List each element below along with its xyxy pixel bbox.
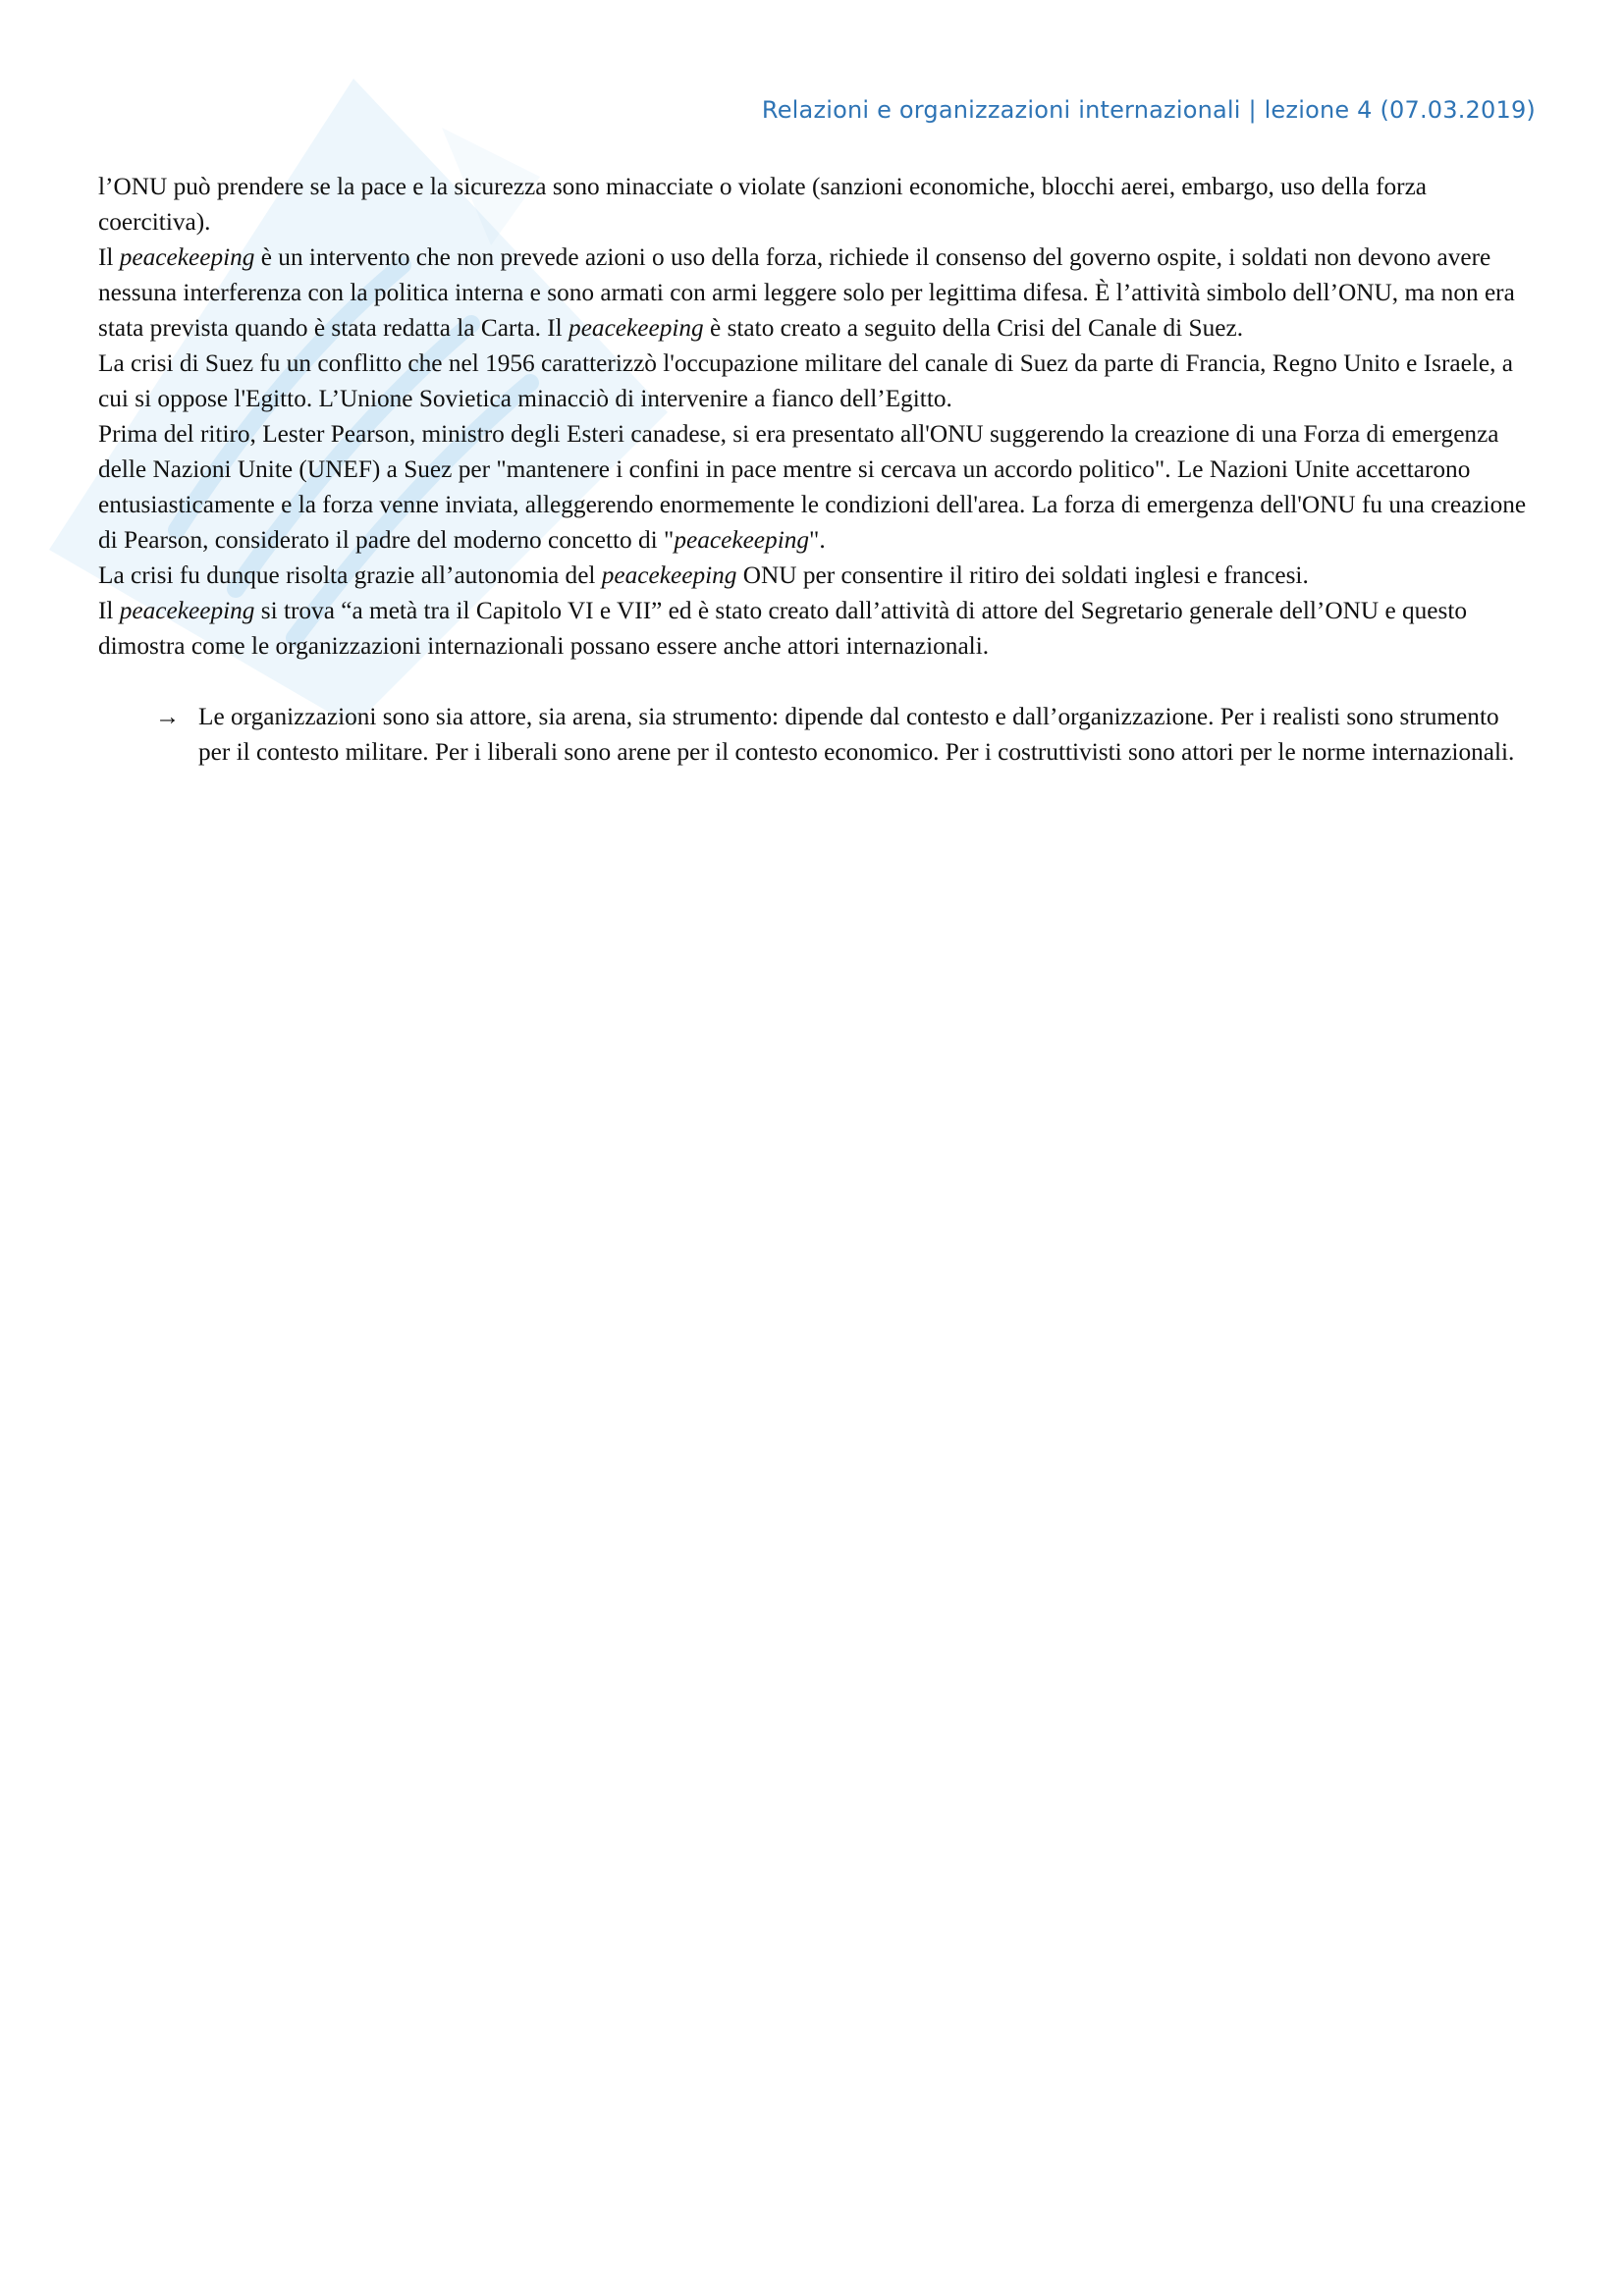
arrow-right-icon: → <box>155 703 181 730</box>
running-header: Relazioni e organizzazioni internazionali | lezione 4 (07.03.2019) <box>761 96 1536 124</box>
paragraph: La crisi fu dunque risolta grazie all’autonomia del peacekeeping ONU per consentire il ritiro dei soldati inglesi e francesi. <box>98 561 1309 589</box>
emphasis-term: peacekeeping <box>119 597 255 624</box>
bullet-text: Le organizzazioni sono sia attore, sia arena, sia strumento: dipende dal contesto e dall’organizzazione. Per i realisti sono strumento per il contesto militare. Per i liberali sono arene per il contesto economico. Per i costruttivisti sono attori per le norme internazionali. <box>198 703 1515 766</box>
paragraph: Il peacekeeping è un intervento che non prevede azioni o uso della forza, richiede il consenso del governo ospite, i soldati non devono avere nessuna interferenza con la politica interna e sono armati con armi leggere solo per legittima difesa. È l’attività simbolo dell’ONU, ma non era stata prevista quando è stata redatta la Carta. Il peacekeeping è stato creato a seguito della Crisi del Canale di Suez. <box>98 243 1515 342</box>
document-body <box>98 169 1536 770</box>
paragraph: l’ONU può prendere se la pace e la sicurezza sono minacciate o violate (sanzioni economiche, blocchi aerei, embargo, uso della forza coercitiva). <box>98 173 1428 236</box>
emphasis-term: peacekeeping <box>601 561 737 589</box>
emphasis-term: peacekeeping <box>119 243 255 271</box>
paragraph: Prima del ritiro, Lester Pearson, ministro degli Esteri canadese, si era presentato all'ONU suggerendo la creazione di una Forza di emergenza delle Nazioni Unite (UNEF) a Suez per "mantenere i confini in pace mentre si cercava un accordo politico". Le Nazioni Unite accettarono entusiasticamente e la forza venne inviata, alleggerendo enormemente le condizioni dell'area. La forza di emergenza dell'ONU fu una creazione di Pearson, considerato il padre del moderno concetto di "peacekeeping". <box>98 420 1527 554</box>
emphasis-term: peacekeeping <box>674 526 810 554</box>
paragraph: Il peacekeeping si trova “a metà tra il Capitolo VI e VII” ed è stato creato dall’attività di attore del Segretario generale dell’ONU e questo dimostra come le organizzazioni internazionali possano essere anche attori internazionali. <box>98 597 1468 660</box>
paragraph: La crisi di Suez fu un conflitto che nel 1956 caratterizzò l'occupazione militare del canale di Suez da parte di Francia, Regno Unito e Israele, a cui si oppose l'Egitto. L’Unione Sovietica minacciò di intervenire a fianco dell’Egitto. <box>98 349 1513 412</box>
emphasis-term: peacekeeping <box>568 314 704 342</box>
bullet-item <box>98 699 1536 770</box>
